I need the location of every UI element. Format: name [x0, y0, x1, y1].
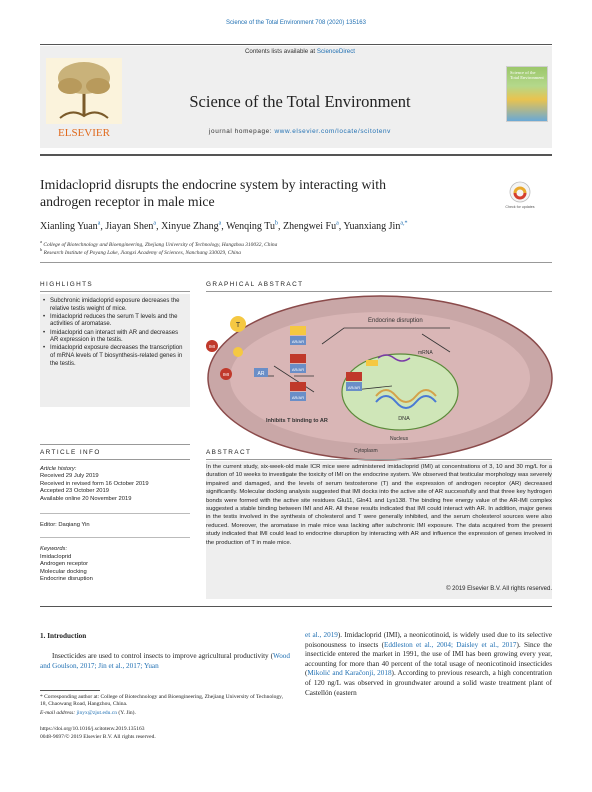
- imi-marker-label: IMI: [208, 344, 216, 349]
- dna-label: DNA: [398, 416, 410, 422]
- info-divider: [40, 503, 190, 514]
- section-divider: [40, 262, 552, 263]
- author[interactable]: Wenqing Tu$^b$,: [226, 221, 284, 233]
- keyword: Endocrine disruption: [40, 576, 93, 583]
- title-line-2: androgen receptor in male mice: [40, 194, 215, 209]
- title-line-1: Imidacloprid disrupts the endocrine system by interacting with: [40, 177, 386, 192]
- affiliation: $^b$ Research Institute of Poyang Lake, Jiangxi Academy of Sciences, Nanchang 330029, China: [40, 247, 241, 256]
- article-info-heading: ARTICLE INFO: [40, 449, 101, 456]
- article-history-label: Article history:: [40, 466, 77, 472]
- article-info-rule: [40, 459, 190, 460]
- editor-line: Editor: Daqiang Yin: [40, 522, 90, 529]
- highlight-item: • Subchronic imidacloprid exposure decreases the relative testis weight of mice.: [48, 298, 186, 313]
- imi-box: [290, 382, 306, 391]
- section-divider: [40, 606, 552, 607]
- cytoplasm-label: Cytoplasm: [354, 448, 378, 454]
- mrna-label: mRNA: [418, 350, 433, 356]
- contents-prefix: Contents lists available at: [244, 48, 316, 55]
- keyword: Molecular docking: [40, 568, 87, 575]
- intro-paragraph-continued: et al., 2019). Imidacloprid (IMI), a neonicotinoid, is widely used due to its selective poisonousness to insects (Eddleston et al., 2004; Daisley et al., 2017). Since the insecticide entered the market in 1991, the use of IMI has been growing every year, accounting for more than 40 percent of the total usage of neonicotinoid insecticides (Mikolić and Karačonji, 2018). According to previous research, a high concentration of 120 ng/L was observed in groundwater around a solid waste treatment plant of Castellón (eastern: [305, 631, 553, 697]
- t-box: [290, 326, 306, 335]
- author[interactable]: Jiayan Shen$^a$,: [105, 221, 162, 233]
- badge-label: Check for updates: [505, 205, 535, 209]
- arar-box-label: AR/AR: [291, 367, 305, 372]
- issn-line: 0048-9697/© 2019 Elsevier B.V. All rights reserved.: [40, 734, 156, 740]
- highlight-item: • Imidacloprid exposure decreases the transcription of mRNA levels of T biosynthesis-related genes in the testis.: [48, 345, 186, 368]
- intro-heading: 1. Introduction: [40, 632, 87, 640]
- history-entry: Received in revised form 16 October 2019: [40, 480, 149, 487]
- ar-box-label: AR: [257, 371, 265, 377]
- affiliation: $^a$ College of Biotechnology and Bioengineering, Zhejiang University of Technology, Hangzhou 310032, China: [40, 239, 278, 248]
- keywords-label: Keywords:: [40, 546, 68, 553]
- info-divider: [40, 537, 190, 546]
- email-line: E-mail address: jinyx@zjut.edu.cn (Y. Jin).: [40, 710, 136, 716]
- email-link[interactable]: jinyx@zjut.edu.cn: [76, 710, 117, 716]
- journal-homepage: [130, 128, 470, 135]
- intro-paragraph: Insecticides are used to control insects to improve agricultural productivity (Wood and Goulson, 2017; Jin et al., 2017; Yuan: [40, 652, 290, 670]
- imi-marker-label: IMI: [222, 372, 230, 377]
- imi-box: [346, 372, 362, 381]
- history-entry: Available online 20 November 2019: [40, 495, 132, 502]
- journal-title[interactable]: Science of the Total Environment: [189, 92, 411, 111]
- journal-reference[interactable]: Science of the Total Environment 708 (2020) 135163: [226, 20, 366, 26]
- endocrine-disruption-label: Endocrine disruption: [368, 318, 423, 324]
- arar-box-label: AR/AR: [291, 395, 305, 400]
- elsevier-logo: [42, 56, 126, 142]
- highlights-box: [40, 294, 190, 407]
- author[interactable]: Zhengwei Fu$^a$,: [283, 221, 344, 233]
- highlights-heading: HIGHLIGHTS: [40, 281, 94, 288]
- arar-box-label: AR/AR: [291, 339, 305, 344]
- abstract-rule: [206, 459, 552, 460]
- author-list: [40, 221, 560, 232]
- inhibits-binding-label: Inhibits T binding to AR: [266, 418, 328, 424]
- author[interactable]: Xianling Yuan$^a$,: [40, 221, 106, 233]
- citation-link[interactable]: Wood and Goulson, 2017; Jin et al., 2017; Yuan: [40, 652, 290, 670]
- article-info-top-rule: [40, 444, 190, 445]
- citation-link[interactable]: Mikolić and Karačonji, 2018: [307, 669, 392, 678]
- t-hormone-marker: [233, 347, 243, 357]
- footnote-rule: [40, 690, 100, 691]
- highlights-rule: [40, 291, 190, 292]
- journal-cover-thumbnail[interactable]: Science of the Total Environment: [506, 66, 548, 122]
- abstract-text: In the current study, six-week-old male ICR mice were administered imidacloprid (IMI) at concentrations of 3, 10 and 30 mg/L for a duration of 10 weeks to investigate the toxicity of IMI on the endocrine system. We observed that testicular morphology was severely impaired and damaged, and the levels of serum testosterone (T) and the expression of androgen receptor (AR) decreased significantly. Molecular docking analysis suggested that IMI docks into the active site of AR successfully and that three key hydrogen bonds were formed with the active site residues Glu11, Gln41 and Lys138. The binding free energy value of the AR-IMI complex suggested a stable binding between IMI and AR. All these results indicated that IMI could interact with AR. In addition, major genes in the testis involved in the synthesis of cholesterol and T were generally inhibited, and the serum cholesterol sources were also reduced. Moreover, the aromatase in male mice was lacking after subchronic IMI exposure. The data acquired from the present study indicated that IMI could lead to endocrine disruption by interacting with AR and influence the expression of genes involved in the production of T in male mice.: [206, 464, 552, 546]
- homepage-link[interactable]: www.elsevier.com/locate/scitotenv: [274, 128, 391, 135]
- highlight-item: • Imidacloprid reduces the serum T levels and the activities of aromatase.: [48, 314, 186, 329]
- abstract-heading: ABSTRACT: [206, 449, 252, 456]
- imi-box: [290, 354, 306, 363]
- citation-link[interactable]: Eddleston et al., 2004; Daisley et al., 2017: [383, 640, 517, 649]
- doi-link[interactable]: https://doi.org/10.1016/j.scitotenv.2019.135163: [40, 726, 145, 732]
- sciencedirect-link[interactable]: ScienceDirect: [316, 48, 356, 55]
- corresponding-author-note: * Corresponding author at: College of Biotechnology and Bioengineering, Zhejiang University of Technology, 18, Chaowang Road, Hangzhou, China.: [40, 694, 283, 707]
- keyword: Imidacloprid: [40, 553, 72, 560]
- citation-link[interactable]: et al., 2019: [305, 631, 338, 639]
- t-box: [366, 360, 378, 366]
- graphical-abstract-figure[interactable]: [204, 294, 556, 464]
- author[interactable]: Yuanxiang Jin$^{a,*}$: [343, 221, 408, 233]
- contents-line: [130, 48, 470, 55]
- check-for-updates-badge[interactable]: [505, 180, 535, 212]
- graphical-abstract-rule: [206, 291, 552, 292]
- article-info-block: [40, 466, 190, 583]
- article-title: [40, 176, 490, 210]
- nucleus-label: Nucleus: [390, 436, 409, 442]
- t-marker-label: T: [235, 322, 241, 329]
- header-top-rule: [40, 44, 552, 45]
- keyword: Androgen receptor: [40, 561, 89, 568]
- author[interactable]: Xinyue Zhang$^a$,: [161, 221, 227, 233]
- homepage-prefix: journal homepage:: [209, 128, 273, 135]
- graphical-abstract-heading: GRAPHICAL ABSTRACT: [206, 281, 304, 288]
- copyright-line: © 2019 Elsevier B.V. All rights reserved.: [446, 586, 552, 592]
- header-bottom-rule: [40, 154, 552, 156]
- publisher-name: ELSEVIER: [58, 127, 110, 139]
- highlight-item: • Imidacloprid can interact with AR and decreases AR expression in the testis.: [48, 330, 186, 345]
- history-entry: Received 29 July 2019: [40, 473, 99, 480]
- arar-box-label: AR/AR: [347, 385, 361, 390]
- history-entry: Accepted 23 October 2019: [40, 488, 109, 495]
